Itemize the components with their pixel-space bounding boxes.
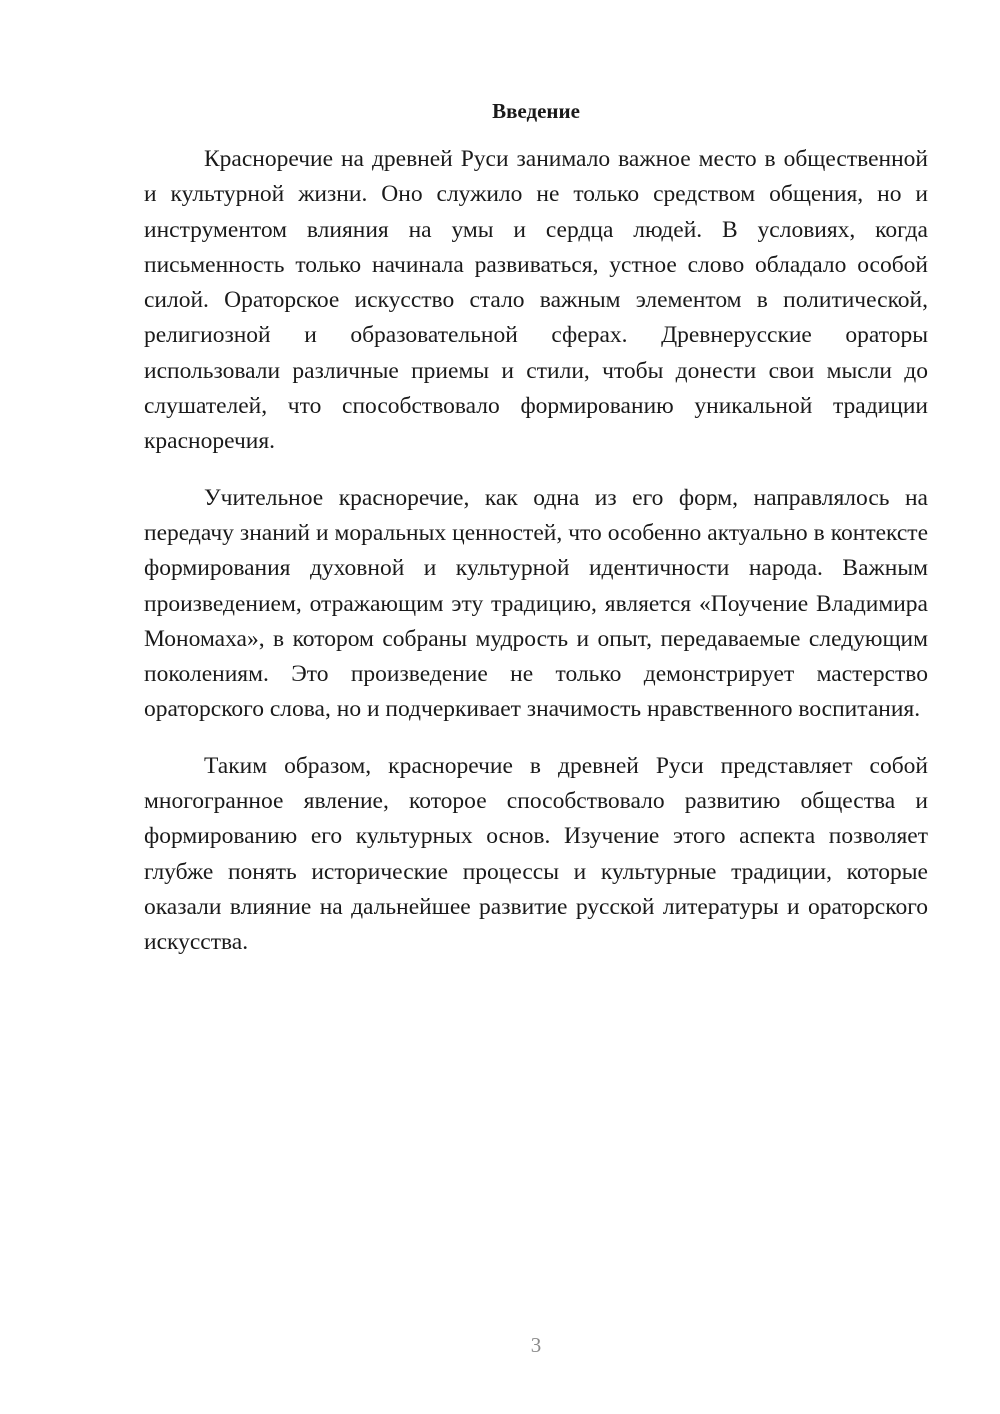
section-heading: Введение — [492, 99, 580, 123]
paragraph-2: Учительное красноречие, как одна из его форм, направлялось на передачу знаний и моральных ценностей, что особенно актуально в контексте формирования духовной и культурной идентичности народа. Важным произведением, отражающим эту традицию, является «Поучение Владимира Мономаха», в котором собраны мудрость и опыт, передаваемые следующим поколениям. Это произведение не только демонстрирует мастерство ораторского слова, но и подчеркивает значимость нравственного воспитания. — [144, 484, 928, 723]
page-number: 3 — [530, 1333, 542, 1357]
paragraph-1: Красноречие на древней Руси занимало важное место в общественной и культурной жизни. Оно служило не только средством общения, но и инструментом влияния на умы и сердца людей. В условиях, когда письменность только начинала развиваться, устное слово обладало особой силой. Ораторское искусство стало важным элементом в политической, религиозной и образовательной сферах. Древнерусские ораторы использовали различные приемы и стили, чтобы донести свои мысли до слушателей, что способствовало формированию уникальной традиции красноречия. — [144, 146, 928, 455]
paragraph-3: Таким образом, красноречие в древней Руси представляет собой многогранное явление, которое способствовало развитию общества и формированию его культурных основ. Изучение этого аспекта позволяет глубже понять исторические процессы и культурные традиции, которые оказали влияние на дальнейшее развитие русской литературы и ораторского искусства. — [144, 752, 928, 956]
page-content — [144, 96, 928, 982]
